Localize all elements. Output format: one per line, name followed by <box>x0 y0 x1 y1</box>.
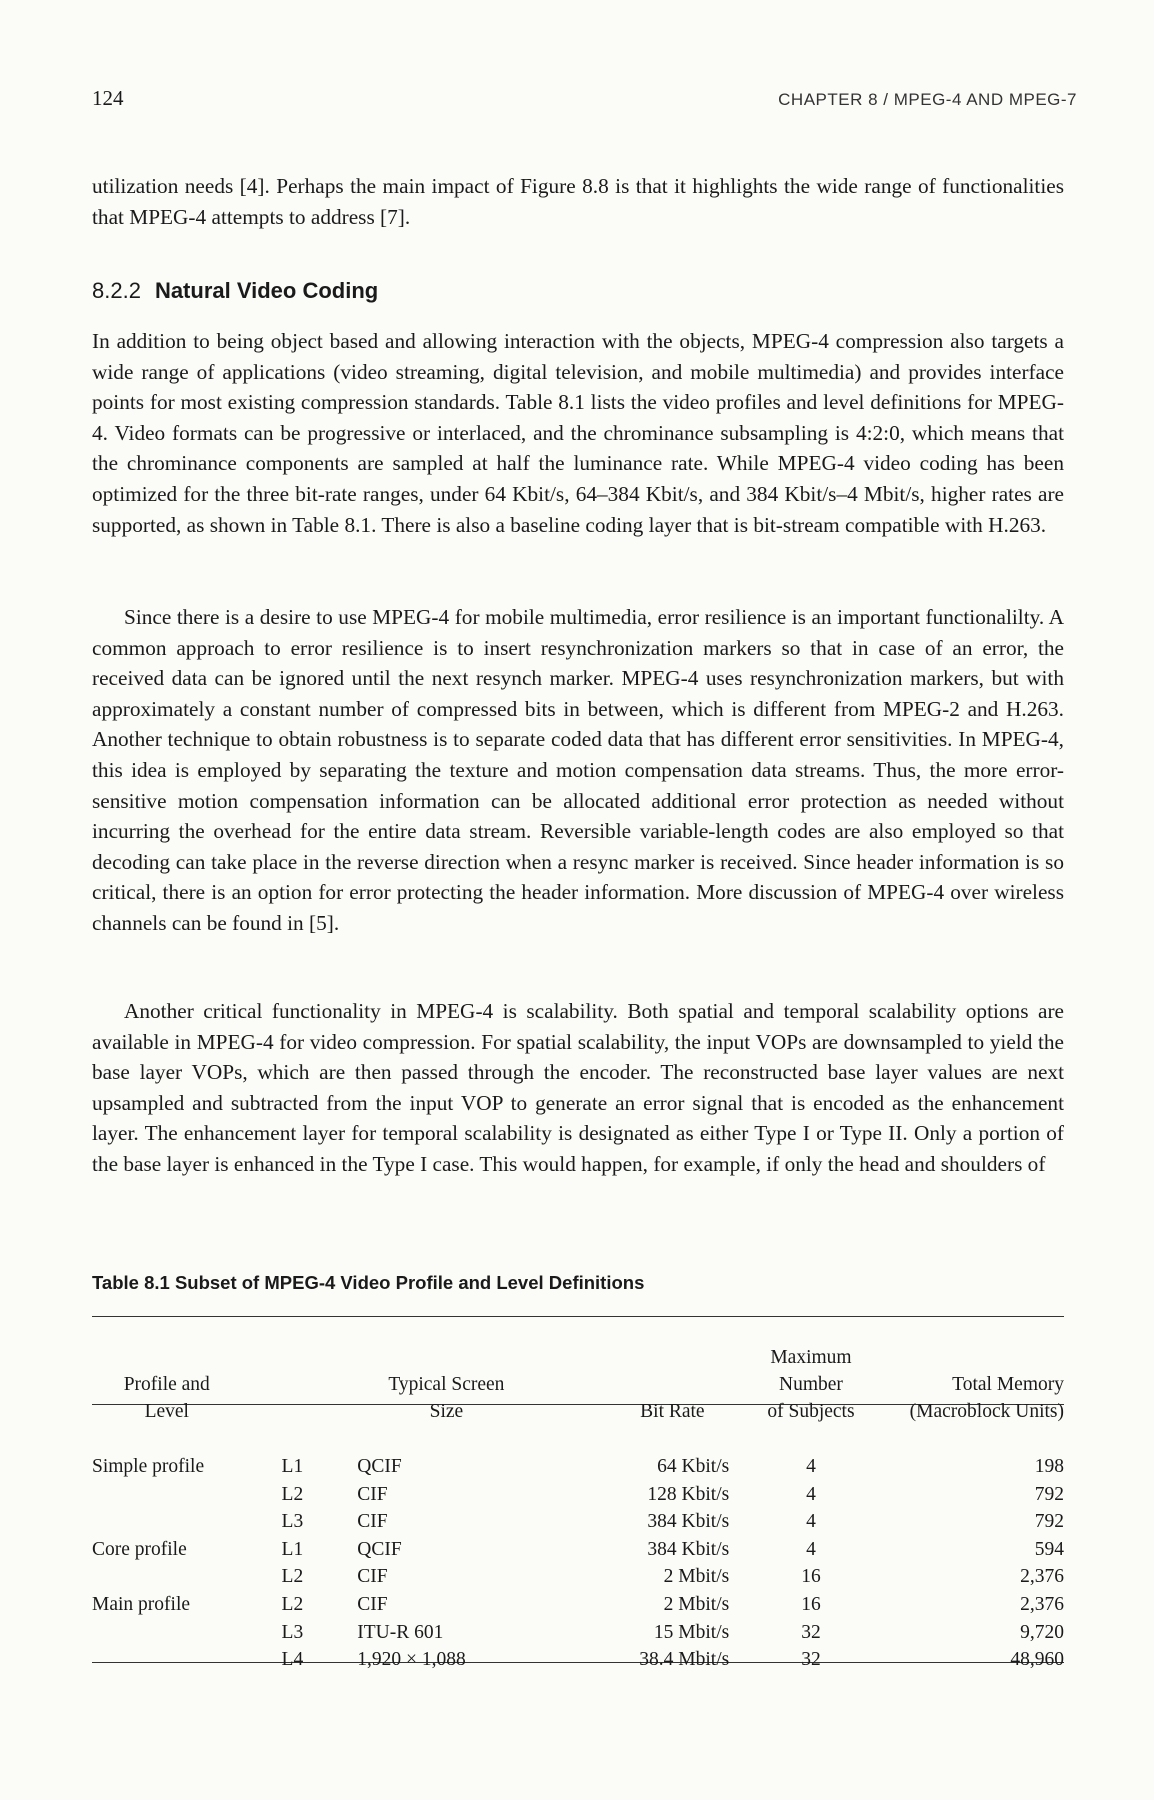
table-caption: Table 8.1 Subset of MPEG-4 Video Profile and Level Definitions <box>92 1272 645 1293</box>
body-paragraph: utilization needs [4]. Perhaps the main impact of Figure 8.8 is that it highlights the wide range of functionalities that MPEG-4 attempts to address [7]. <box>92 174 1064 229</box>
running-head <box>92 86 1077 111</box>
cell-max-subjects: 16 <box>801 1566 821 1588</box>
cell-profile <box>92 1646 282 1674</box>
header-total-memory: Total Memory (Macroblock Units) <box>909 1374 1064 1422</box>
cell-level: L1 <box>281 1538 304 1560</box>
cell-bit-rate: 15 Mbit/s <box>653 1621 730 1643</box>
cell-max-subjects: 4 <box>806 1456 816 1477</box>
table-row <box>92 1619 1064 1647</box>
cell-total-memory: 594 <box>1034 1538 1064 1560</box>
cell-profile: Simple profile <box>92 1456 205 1477</box>
table-header-row <box>92 1344 1064 1431</box>
table-row <box>92 1591 1064 1619</box>
table-row <box>92 1508 1064 1536</box>
cell-max-subjects: 4 <box>806 1483 816 1505</box>
cell-profile <box>92 1481 282 1509</box>
cell-profile <box>92 1563 282 1591</box>
header-screen-size: Typical Screen Size <box>388 1374 505 1422</box>
section-number: 8.2.2 <box>92 278 141 303</box>
cell-bit-rate: 384 Kbit/s <box>647 1511 730 1533</box>
cell-screen-size: 1,920 × 1,088 <box>357 1649 466 1671</box>
cell-screen-size: CIF <box>357 1566 388 1588</box>
cell-level: L2 <box>281 1593 304 1615</box>
cell-total-memory: 792 <box>1034 1483 1064 1505</box>
cell-level: L1 <box>281 1456 304 1477</box>
cell-bit-rate: 128 Kbit/s <box>647 1483 730 1505</box>
page-number: 124 <box>92 86 124 110</box>
cell-level: L3 <box>281 1621 304 1643</box>
cell-level: L3 <box>281 1511 304 1533</box>
cell-level: L2 <box>281 1566 304 1588</box>
header-max-subjects: Maximum Number of Subjects <box>767 1347 855 1422</box>
table-row <box>92 1431 1064 1481</box>
cell-level: L2 <box>281 1483 304 1505</box>
table-row <box>92 1536 1064 1564</box>
table-row <box>92 1646 1064 1674</box>
cell-screen-size: CIF <box>357 1511 388 1533</box>
cell-max-subjects: 16 <box>801 1593 821 1615</box>
cell-max-subjects: 4 <box>806 1538 816 1560</box>
cell-total-memory: 48,960 <box>1010 1649 1064 1671</box>
cell-total-memory: 792 <box>1034 1511 1064 1533</box>
section-title: Natural Video Coding <box>154 278 379 303</box>
header-level <box>282 1344 358 1431</box>
cell-bit-rate: 64 Kbit/s <box>657 1456 730 1477</box>
body-paragraph: Since there is a desire to use MPEG-4 for mobile multimedia, error resilience is an important functionalilty. A common approach to error resilience is to insert resynchronization markers so that in case of an error, the received data can be ignored until the next resynch marker. MPEG-4 uses resynchronization markers, but with approximately a constant number of compressed bits in between, which is different from MPEG-2 and H.263. Another technique to obtain robustness is to separate coded data that has different error sensitivities. In MPEG-4, this idea is employed by separating the texture and motion compensation data streams. Thus, the more error-sensitive motion compensation information can be allocated additional error protection as needed without incurring the overhead for the entire data stream. Reversible variable-length codes are also employed so that decoding can take place in the reverse direction when a resync marker is received. Since header information is so critical, there is an option for error protecting the header information. More discussion of MPEG-4 over wireless channels can be found in [5]. <box>92 605 1064 935</box>
table-top-rule <box>92 1316 1064 1317</box>
cell-bit-rate: 38.4 Mbit/s <box>639 1649 730 1671</box>
cell-max-subjects: 32 <box>801 1621 821 1643</box>
profile-level-table <box>92 1344 1064 1674</box>
cell-bit-rate: 384 Kbit/s <box>647 1538 730 1560</box>
cell-screen-size: CIF <box>357 1483 388 1505</box>
cell-level: L4 <box>281 1649 304 1671</box>
cell-bit-rate: 2 Mbit/s <box>663 1566 730 1588</box>
cell-screen-size: QCIF <box>357 1538 402 1560</box>
table-row <box>92 1563 1064 1591</box>
cell-total-memory: 198 <box>1034 1456 1064 1477</box>
header-bit-rate: Bit Rate <box>640 1401 705 1422</box>
cell-max-subjects: 4 <box>806 1511 816 1533</box>
cell-bit-rate: 2 Mbit/s <box>663 1593 730 1615</box>
header-profile-level: Profile and Level <box>123 1374 210 1422</box>
cell-profile: Main profile <box>92 1593 191 1615</box>
body-paragraph: In addition to being object based and allowing interaction with the objects, MPEG-4 compression also targets a wide range of applications (video streaming, digital television, and mobile multimedia) and provides interface points for most existing compression standards. Table 8.1 lists the video profiles and level definitions for MPEG-4. Video formats can be progressive or interlaced, and the chrominance subsampling is 4:2:0, which means that the chrominance components are sampled at half the luminance rate. While MPEG-4 video coding has been optimized for the three bit-rate ranges, under 64 Kbit/s, 64–384 Kbit/s, and 384 Kbit/s–4 Mbit/s, higher rates are supported, as shown in Table 8.1. There is also a baseline coding layer that is bit-stream compatible with H.263. <box>92 329 1064 537</box>
cell-screen-size: QCIF <box>357 1456 402 1477</box>
cell-profile <box>92 1619 282 1647</box>
section-heading <box>92 278 378 304</box>
cell-screen-size: ITU-R 601 <box>357 1621 444 1643</box>
cell-profile <box>92 1508 282 1536</box>
cell-profile: Core profile <box>92 1538 187 1560</box>
cell-total-memory: 2,376 <box>1020 1566 1064 1588</box>
table-row <box>92 1481 1064 1509</box>
cell-total-memory: 2,376 <box>1020 1593 1064 1615</box>
cell-total-memory: 9,720 <box>1020 1621 1064 1643</box>
cell-max-subjects: 32 <box>801 1649 821 1671</box>
chapter-title: CHAPTER 8 / MPEG-4 AND MPEG-7 <box>778 90 1077 109</box>
body-paragraph: Another critical functionality in MPEG-4 is scalability. Both spatial and temporal scalability options are available in MPEG-4 for video compression. For spatial scalability, the input VOPs are downsampled to yield the base layer VOPs, which are then passed through the encoder. The reconstructed base layer values are next upsampled and subtracted from the input VOP to generate an error signal that is encoded as the enhancement layer. The enhancement layer for temporal scalability is designated as either Type I or Type II. Only a portion of the base layer is enhanced in the Type I case. This would happen, for example, if only the head and shoulders of <box>92 999 1064 1176</box>
cell-screen-size: CIF <box>357 1593 388 1615</box>
